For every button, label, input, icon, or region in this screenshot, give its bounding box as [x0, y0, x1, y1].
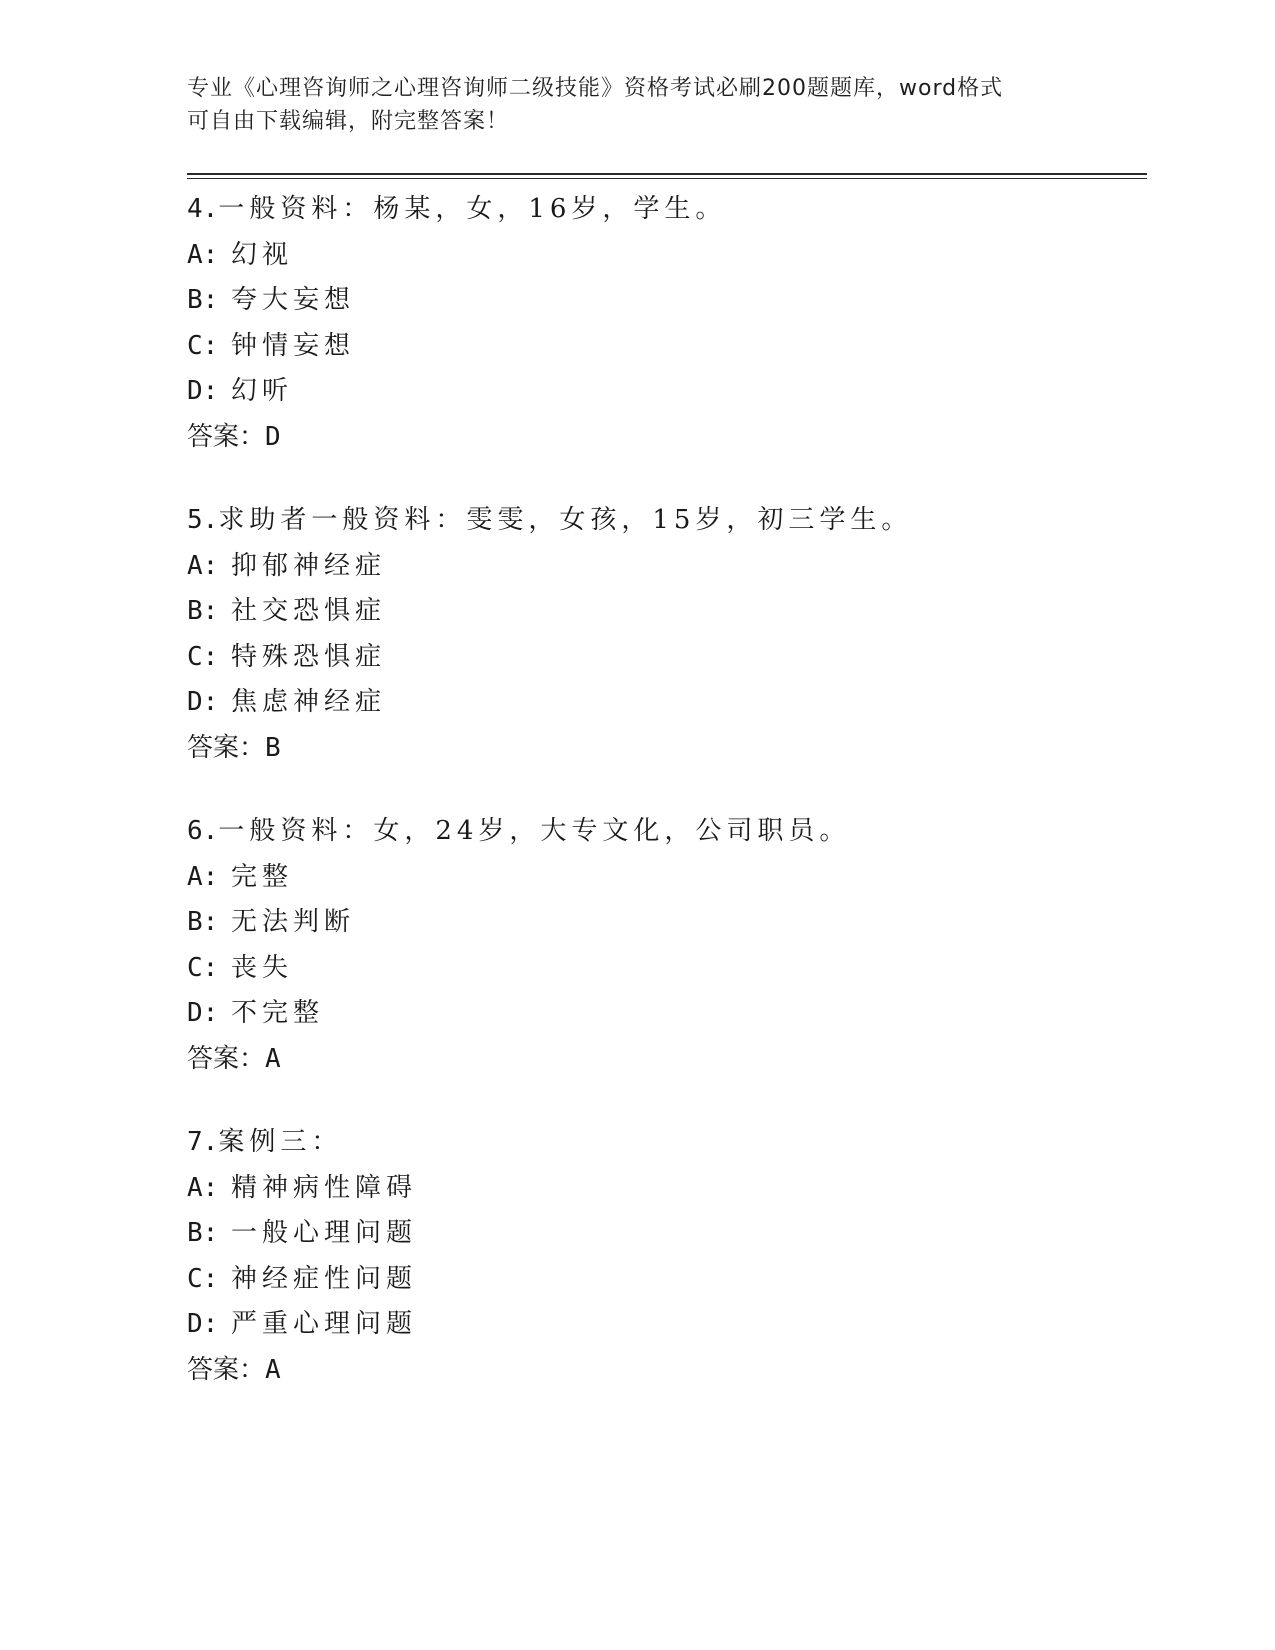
question-text: 求助者一般资料：雯雯，女孩，15岁，初三学生。 — [218, 505, 913, 535]
option-letter: C: — [187, 641, 219, 672]
option-letter: D: — [187, 687, 219, 717]
option-letter: D: — [187, 998, 219, 1028]
question-stem — [187, 809, 1147, 855]
option-text: 焦虑神经症 — [231, 687, 387, 717]
option-text: 钟情妄想 — [231, 330, 356, 361]
question-number: 5. — [187, 505, 219, 535]
option-d — [187, 991, 1147, 1037]
option-text: 特殊恐惧症 — [231, 641, 387, 672]
answer-label: 答案： — [187, 1043, 266, 1074]
option-letter: B: — [187, 596, 219, 626]
option-d — [187, 1302, 1147, 1348]
answer-line — [187, 1348, 1147, 1394]
document-header-line-1: 专业《心理咨询师之心理咨询师二级技能》资格考试必刷200题题库，word格式 — [187, 76, 1004, 101]
question-4 — [187, 187, 1147, 460]
option-text: 幻听 — [231, 376, 294, 406]
question-number: 4. — [187, 194, 219, 224]
option-letter: B: — [187, 285, 219, 315]
option-letter: B: — [187, 1218, 219, 1248]
question-7 — [187, 1120, 1147, 1393]
option-text: 无法判断 — [231, 907, 356, 937]
option-text: 夸大妄想 — [231, 285, 356, 315]
option-a — [187, 855, 1147, 901]
question-text: 一般资料：杨某，女，16岁，学生。 — [218, 194, 727, 224]
option-text: 丧失 — [231, 952, 294, 983]
question-6 — [187, 809, 1147, 1082]
option-letter: A: — [187, 1172, 219, 1203]
option-text: 社交恐惧症 — [231, 596, 387, 626]
question-stem — [187, 1120, 1147, 1166]
option-b — [187, 589, 1147, 635]
document-page — [187, 72, 1147, 1431]
option-letter: D: — [187, 376, 219, 406]
option-b — [187, 1211, 1147, 1257]
option-c — [187, 324, 1147, 370]
option-letter: C: — [187, 952, 219, 983]
answer-line — [187, 726, 1147, 772]
option-text: 神经症性问题 — [231, 1263, 418, 1294]
option-letter: A: — [187, 861, 219, 892]
option-letter: A: — [187, 239, 219, 270]
answer-value: D — [265, 421, 281, 452]
option-text: 抑郁神经症 — [231, 550, 387, 581]
option-letter: D: — [187, 1309, 219, 1339]
option-text: 幻视 — [231, 239, 294, 270]
question-text: 案例三： — [218, 1127, 343, 1157]
answer-value: A — [265, 1043, 281, 1074]
option-c — [187, 946, 1147, 992]
document-header-line-2: 可自由下载编辑，附完整答案！ — [187, 109, 510, 134]
option-a — [187, 233, 1147, 279]
option-b — [187, 900, 1147, 946]
option-c — [187, 635, 1147, 681]
option-letter: C: — [187, 330, 219, 361]
answer-value: A — [265, 1354, 281, 1385]
option-a — [187, 544, 1147, 590]
answer-value: B — [265, 732, 281, 763]
option-letter: A: — [187, 550, 219, 581]
question-stem — [187, 187, 1147, 233]
option-d — [187, 680, 1147, 726]
option-text: 不完整 — [231, 998, 325, 1028]
option-text: 精神病性障碍 — [231, 1172, 418, 1203]
option-text: 严重心理问题 — [231, 1309, 418, 1339]
option-text: 一般心理问题 — [231, 1218, 418, 1248]
question-list — [187, 187, 1147, 1393]
option-letter: B: — [187, 907, 219, 937]
answer-label: 答案： — [187, 421, 266, 452]
question-text: 一般资料：女，24岁，大专文化，公司职员。 — [218, 816, 851, 846]
answer-line — [187, 1037, 1147, 1083]
option-b — [187, 278, 1147, 324]
option-c — [187, 1257, 1147, 1303]
question-stem — [187, 498, 1147, 544]
question-number: 6. — [187, 816, 219, 846]
answer-label: 答案： — [187, 732, 266, 763]
answer-line — [187, 415, 1147, 461]
option-letter: C: — [187, 1263, 219, 1294]
answer-label: 答案： — [187, 1354, 266, 1385]
option-d — [187, 369, 1147, 415]
option-text: 完整 — [231, 861, 294, 892]
header-double-rule — [187, 173, 1147, 179]
option-a — [187, 1166, 1147, 1212]
question-number: 7. — [187, 1127, 219, 1157]
question-5 — [187, 498, 1147, 771]
